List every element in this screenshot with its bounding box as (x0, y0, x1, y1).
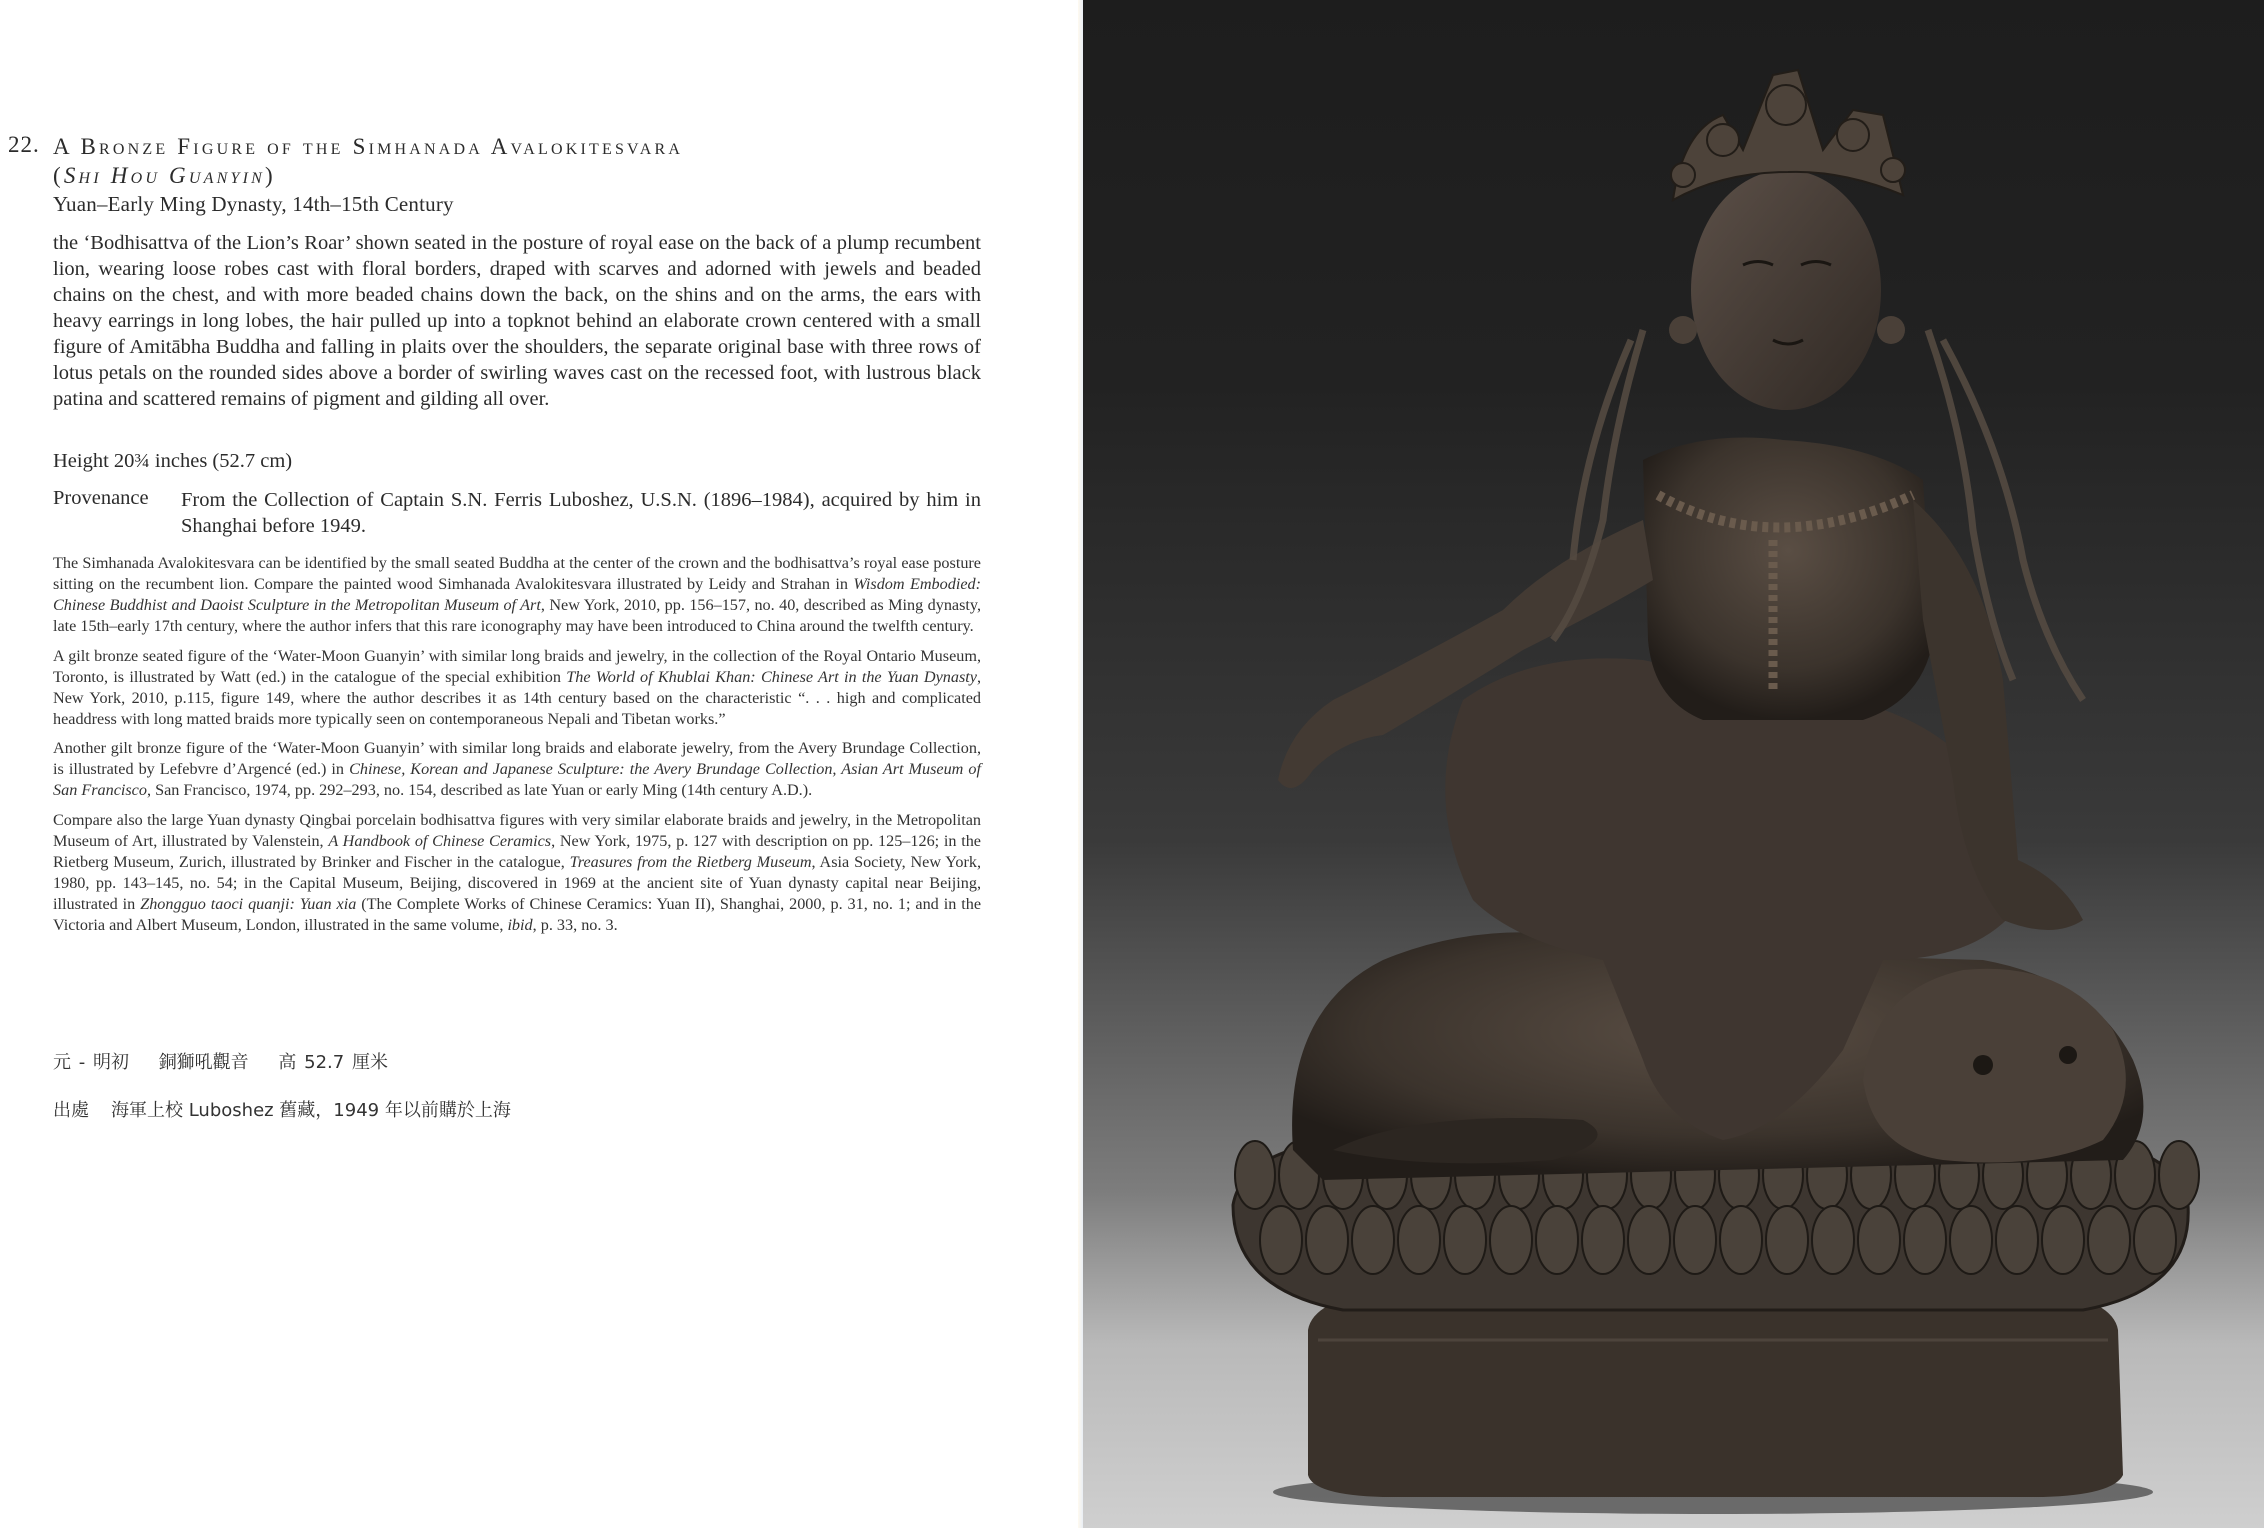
lotus-petal (1950, 1206, 1992, 1274)
face (1691, 170, 1881, 410)
publication-title: Chinese, Korean and Japanese Sculpture: the Avery Brundage Collection, Asian Art Museum of San Francisco (53, 760, 981, 799)
note-text: (The Complete Works of Chinese Ceramics: Yuan II), Shanghai, 2000, p. 31, no. 1; and in the Victoria and Albert Museum, London, illustrated in the same volume, (53, 894, 982, 934)
note-paragraph (53, 553, 981, 637)
lotus-petal (2159, 1141, 2199, 1209)
note-text: , New York, 2010, pp. 156–157, no. 40, described as Ming dynasty, late 15th–early 17th century, where the author infers that this rare iconography may have been introduced to China around the twelfth century. (53, 596, 981, 635)
provenance-text: From the Collection of Captain S.N. Ferris Luboshez, U.S.N. (1896–1984), acquired by him in Shanghai before 1949. (181, 489, 981, 537)
lotus-petal (1720, 1206, 1762, 1274)
lotus-petal (1490, 1206, 1532, 1274)
lotus-petal (1398, 1206, 1440, 1274)
chinese-period: 元 - 明初 (53, 1052, 129, 1073)
catalogue-notes (53, 553, 981, 944)
note-text: , Asia Society, New York, 1980, pp. 143–145, no. 54; in the Capital Museum, Beijing, discovered in 1969 at the ancient site of Yuan dynasty capital near Beijing, illustrated in (53, 852, 981, 913)
note-text: , New York, 1975, p. 127 with description on pp. 125–126; in the Rietberg Museum, Zurich, illustrated by Brinker and Fischer in the catalogue, (53, 831, 981, 871)
note-paragraph (53, 810, 981, 936)
chinese-height: 高 52.7 厘米 (278, 1052, 388, 1073)
publication-title: The World of Khublai Khan: Chinese Art in the Yuan Dynasty (566, 667, 977, 686)
lotus-petal (1235, 1141, 1275, 1209)
lotus-petal (2042, 1206, 2084, 1274)
provenance-label: Provenance (53, 487, 149, 509)
title-line-2 (53, 161, 1053, 190)
paren-open: ( (53, 163, 64, 188)
note-paragraph (53, 646, 981, 730)
lotus-petal (1260, 1206, 1302, 1274)
lotus-petal (2134, 1206, 2176, 1274)
title-line-1: A Bronze Figure of the Simhanada Avalokitesvara (53, 134, 684, 159)
publication-title: Zhongguo taoci quanji: Yuan xia (140, 894, 357, 913)
lot-number: 22. (8, 132, 40, 157)
lotus-petal (1536, 1206, 1578, 1274)
chinese-provenance-label: 出處 (53, 1100, 89, 1121)
lotus-petal (1766, 1206, 1808, 1274)
chinese-name: 銅獅吼觀音 (158, 1052, 249, 1073)
paren-close: ) (264, 163, 276, 188)
lotus-petal (1628, 1206, 1670, 1274)
dimensions: Height 20¾ inches (52.7 cm) (53, 450, 293, 472)
note-paragraph (53, 738, 981, 801)
lotus-petal (2088, 1206, 2130, 1274)
note-text: Another gilt bronze figure of the ‘Water-Moon Guanyin’ with similar long braids and elaborate jewelry, from the Avery Brundage Collection, is illustrated by Lefebvre d’Argencé (ed.) in (53, 739, 981, 778)
torso (1643, 438, 1933, 721)
period: Yuan–Early Ming Dynasty, 14th–15th Century (53, 192, 454, 216)
description: the ‘Bodhisattva of the Lion’s Roar’ shown seated in the posture of royal ease on the back of a plump recumbent lion, wearing loose robes cast with floral borders, draped with scarves and adorned with jewels and beaded chains on the chest, and with more beaded chains down the back, on the shins and on the arms, the ears with heavy earrings in long lobes, the hair pulled up into a topknot behind an elaborate crown centered with a small figure of Amitābha Buddha and falling in plaits over the shoulders, the separate original base with three rows of lotus petals on the rounded sides above a border of swirling waves cast on the recessed foot, with lustrous black patina and scattered remains of pigment and gilding all over. (53, 232, 981, 410)
lotus-petal (1352, 1206, 1394, 1274)
publication-title: Wisdom Embodied: Chinese Buddhist and Daoist Sculpture in the Metropolitan Museum of Art (53, 575, 981, 614)
publication-title: Treasures from the Rietberg Museum (569, 852, 812, 871)
chinese-provenance-text: 海軍上校 Luboshez 舊藏，1949 年以前購於上海 (111, 1100, 511, 1121)
lotus-petal (1306, 1206, 1348, 1274)
note-text: A gilt bronze seated figure of the ‘Water-Moon Guanyin’ with similar long braids and jewelry, in the collection of the Royal Ontario Museum, Toronto, is illustrated by Watt (ed.) in the catalogue of the special exhibition (53, 646, 981, 686)
note-text: The Simhanada Avalokitesvara can be identified by the small seated Buddha at the center of the crown and the bodhisattva’s royal ease posture sitting on the recumbent lion. Compare the painted wood Simhanada Avalokitesvara illustrated by Leidy and Strahan in (53, 554, 981, 593)
lotus-petal (1444, 1206, 1486, 1274)
note-text: Compare also the large Yuan dynasty Qingbai porcelain bodhisattva figures with very similar elaborate braids and jewelry, in the Metropolitan Museum of Art, illustrated by Valenstein, (53, 810, 981, 850)
note-text: , New York, 2010, p.115, figure 149, where the author describes it as 14th century based on the characteristic “. . . high and complicated headdress with long matted braids more typically seen on contemporaneous Nepali and Tibetan works.” (53, 667, 981, 728)
bronze-statue-illustration (1083, 0, 2264, 1528)
publication-title: ibid (507, 915, 533, 934)
lotus-petal (1904, 1206, 1946, 1274)
text-page (0, 0, 1083, 1528)
lotus-petal (1812, 1206, 1854, 1274)
chinese-summary (53, 1048, 410, 1074)
chinese-provenance (53, 1096, 511, 1122)
lotus-petal (1858, 1206, 1900, 1274)
chinese-name-romanized: Shi Hou Guanyin (63, 163, 265, 188)
publication-title: A Handbook of Chinese Ceramics (328, 831, 552, 850)
lotus-petal (1996, 1206, 2038, 1274)
statue-photograph (1083, 0, 2264, 1528)
lotus-petal (1674, 1206, 1716, 1274)
base-foot (1308, 1290, 2123, 1497)
lotus-petal (1582, 1206, 1624, 1274)
note-text: , San Francisco, 1974, pp. 292–293, no. 154, described as late Yuan or early Ming (14th century A.D.). (146, 781, 813, 799)
note-text: , p. 33, no. 3. (532, 915, 618, 934)
lot-title (53, 132, 1053, 190)
